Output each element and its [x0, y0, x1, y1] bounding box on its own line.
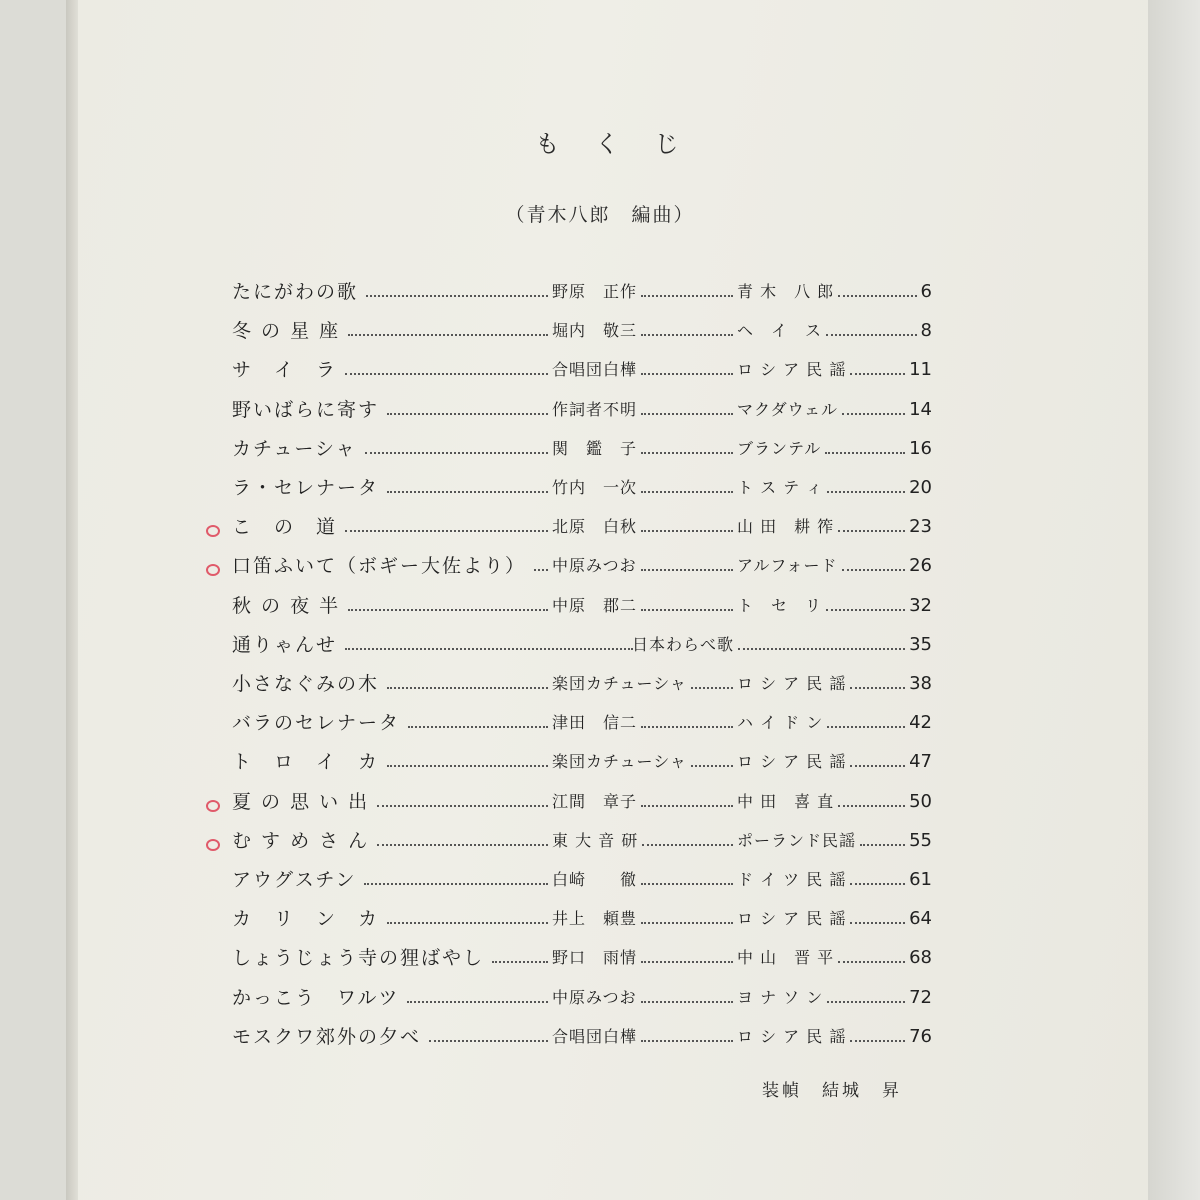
dot-leader	[387, 765, 548, 767]
red-circle-mark	[206, 564, 220, 576]
song-title: ト ロ イ カ	[232, 751, 380, 774]
page-number: 8	[920, 320, 932, 342]
dot-leader	[827, 1001, 905, 1003]
arranger-subtitle: （青木八郎 編曲）	[505, 204, 695, 226]
toc-entry	[232, 709, 932, 741]
dot-leader	[860, 844, 905, 846]
dot-leader	[366, 295, 548, 297]
dot-leader	[641, 491, 733, 493]
page-number: 16	[909, 437, 932, 459]
page-title: も く じ	[535, 130, 693, 158]
composer: ポーランド民謡	[737, 830, 857, 850]
dot-leader	[850, 922, 905, 924]
page-number: 55	[909, 829, 932, 851]
dot-leader	[850, 883, 905, 885]
song-title: こ の 道	[232, 516, 338, 539]
dot-leader	[842, 569, 906, 571]
dot-leader	[407, 1001, 548, 1003]
toc-entry	[232, 670, 932, 702]
dot-leader	[377, 844, 548, 846]
dot-leader	[850, 1040, 905, 1042]
toc-entry	[232, 474, 932, 506]
lyricist: 野原 正作	[552, 282, 638, 301]
dot-leader	[738, 648, 905, 650]
dot-leader	[387, 687, 548, 689]
song-title: 野いばらに寄す	[232, 398, 380, 421]
dot-leader	[842, 413, 905, 415]
lyricist: 楽団カチューシャ	[552, 674, 687, 693]
composer: 中 田 喜 直	[737, 791, 835, 811]
dot-leader	[641, 1001, 733, 1003]
composer: ヘ イ ス	[737, 321, 823, 341]
page-number: 76	[909, 1025, 932, 1047]
dot-leader	[641, 413, 733, 415]
song-title: アウグスチン	[232, 869, 357, 891]
lyricist: 白崎 徹	[552, 870, 638, 889]
page-number: 23	[909, 516, 932, 538]
page-number: 32	[909, 594, 932, 616]
page-number: 20	[909, 477, 932, 498]
lyricist: 中原みつお	[552, 556, 637, 576]
dot-leader	[838, 961, 905, 963]
composer: ヨ ナ ソ ン	[737, 987, 824, 1007]
dot-leader	[641, 452, 733, 454]
song-title: サ イ ラ	[232, 359, 338, 382]
lyricist: 津田 信二	[552, 713, 638, 733]
composer: ブランテル	[737, 438, 822, 458]
composer: ロ シ ア 民 謡	[737, 1026, 847, 1046]
dot-leader	[641, 609, 733, 611]
page-number: 64	[909, 908, 932, 930]
dot-leader	[641, 373, 733, 375]
lyricist: 作詞者不明	[552, 399, 638, 419]
lyricist: 東 大 音 研	[552, 830, 639, 850]
dot-leader	[348, 609, 548, 611]
lyricist: 中原みつお	[552, 987, 637, 1007]
red-circle-mark	[206, 839, 220, 851]
lyricist: 合唱団白樺	[552, 1026, 638, 1046]
song-title: 夏 の 思 い 出	[232, 790, 370, 813]
dot-leader	[641, 530, 733, 532]
dot-leader	[408, 726, 548, 728]
toc-entry	[232, 631, 932, 663]
page-number: 26	[909, 555, 932, 577]
toc-entry	[232, 827, 932, 859]
lyricist: 野口 雨情	[552, 948, 638, 968]
dot-leader	[850, 687, 905, 689]
toc-entry	[232, 748, 932, 780]
song-title: モスクワ郊外の夕べ	[232, 1025, 422, 1048]
composer: ロ シ ア 民 謡	[737, 909, 847, 929]
dot-leader	[641, 295, 733, 297]
page-number: 35	[909, 633, 932, 655]
dot-leader	[387, 491, 548, 493]
lyricist: 中原 郡二	[552, 595, 638, 615]
dot-leader	[345, 530, 548, 532]
toc-entry	[232, 552, 932, 584]
song-title: バラのセレナータ	[232, 712, 401, 735]
dot-leader	[534, 569, 548, 571]
dot-leader	[850, 373, 905, 375]
dot-leader	[827, 726, 905, 728]
dot-leader	[641, 922, 733, 924]
composer: ト セ リ	[737, 595, 823, 615]
lyricist: 関 鑑 子	[552, 438, 638, 458]
dot-leader	[365, 452, 548, 454]
dot-leader	[641, 569, 733, 571]
song-title: カチューシャ	[232, 437, 357, 460]
page-number: 61	[909, 869, 932, 890]
dot-leader	[345, 373, 548, 375]
page-number: 42	[909, 712, 932, 734]
song-title: しょうじょう寺の狸ばやし	[232, 947, 485, 970]
composer: ロ シ ア 民 謡	[737, 360, 847, 380]
toc-entry	[232, 317, 932, 349]
lyricist: 合唱団白樺	[552, 360, 638, 380]
composer: ロ シ ア 民 謡	[737, 752, 847, 772]
toc-entry	[232, 592, 932, 624]
composer: アルフォード	[737, 556, 838, 576]
toc-entry	[232, 866, 932, 898]
dot-leader	[826, 334, 917, 336]
dot-leader	[826, 609, 905, 611]
page-number: 6	[920, 281, 932, 302]
composer: 山 田 耕 筰	[737, 517, 835, 537]
toc-entry	[232, 513, 932, 545]
dot-leader	[364, 883, 548, 885]
cover-design-credit: 装幀 結城 昇	[762, 1081, 902, 1101]
dot-leader	[838, 805, 905, 807]
page-number: 68	[909, 947, 932, 969]
composer: ロ シ ア 民 謡	[737, 674, 847, 693]
dot-leader	[641, 726, 733, 728]
song-title: 小さなぐみの木	[232, 673, 380, 695]
toc-entry	[232, 788, 932, 820]
dot-leader	[691, 765, 733, 767]
dot-leader	[348, 334, 548, 336]
dot-leader	[345, 648, 633, 650]
red-circle-mark	[206, 525, 220, 537]
dot-leader	[641, 805, 733, 807]
lyricist: 竹内 一次	[552, 478, 638, 497]
dot-leader	[641, 334, 733, 336]
dot-leader	[387, 413, 548, 415]
toc-entry	[232, 435, 932, 467]
composer: ド イ ツ 民 謡	[737, 870, 847, 889]
composer: 青 木 八 郎	[737, 282, 835, 301]
toc-entry	[232, 984, 932, 1016]
composer: ト ス テ ィ	[737, 478, 824, 497]
composer: 日本わらべ歌	[632, 634, 735, 654]
page-number: 72	[909, 986, 932, 1008]
song-title: む す め さ ん	[232, 829, 370, 852]
dot-leader	[387, 922, 548, 924]
song-title: たにがわの歌	[232, 281, 359, 303]
page-number: 11	[909, 359, 932, 381]
dot-leader	[641, 961, 733, 963]
page-number: 14	[909, 398, 932, 420]
toc-entry	[232, 944, 932, 976]
lyricist: 北原 白秋	[552, 517, 638, 537]
song-title: 口笛ふいて（ボギー大佐より）	[232, 555, 527, 578]
toc-entry	[232, 905, 932, 937]
page-number: 38	[909, 673, 932, 694]
dot-leader	[691, 687, 733, 689]
song-title: ラ・セレナータ	[232, 477, 380, 499]
dot-leader	[838, 295, 916, 297]
lyricist: 楽団カチューシャ	[552, 752, 687, 772]
toc-entry	[232, 396, 932, 428]
song-title: 秋 の 夜 半	[232, 594, 341, 617]
dot-leader	[641, 883, 733, 885]
dot-leader	[827, 491, 905, 493]
dot-leader	[642, 844, 733, 846]
toc-entry	[232, 356, 932, 388]
lyricist: 江間 章子	[552, 791, 638, 811]
song-title: 冬 の 星 座	[232, 320, 341, 343]
toc-entry	[232, 278, 932, 310]
dot-leader	[838, 530, 905, 532]
song-title: カ リ ン カ	[232, 908, 380, 931]
dot-leader	[377, 805, 548, 807]
red-circle-mark	[206, 800, 220, 812]
dot-leader	[850, 765, 905, 767]
lyricist: 堀内 敬三	[552, 321, 638, 341]
song-title: かっこう ワルツ	[232, 986, 400, 1009]
dot-leader	[825, 452, 905, 454]
dot-leader	[641, 1040, 733, 1042]
toc-entry	[232, 1023, 932, 1055]
page-number: 47	[909, 751, 932, 773]
lyricist: 井上 頼豊	[552, 909, 638, 929]
dot-leader	[429, 1040, 548, 1042]
composer: ハ イ ド ン	[737, 713, 824, 733]
dot-leader	[492, 961, 548, 963]
composer: 中 山 晋 平	[737, 948, 835, 968]
song-title: 通りゃんせ	[232, 633, 338, 656]
composer: マクダウェル	[737, 399, 839, 419]
page-number: 50	[909, 790, 932, 812]
